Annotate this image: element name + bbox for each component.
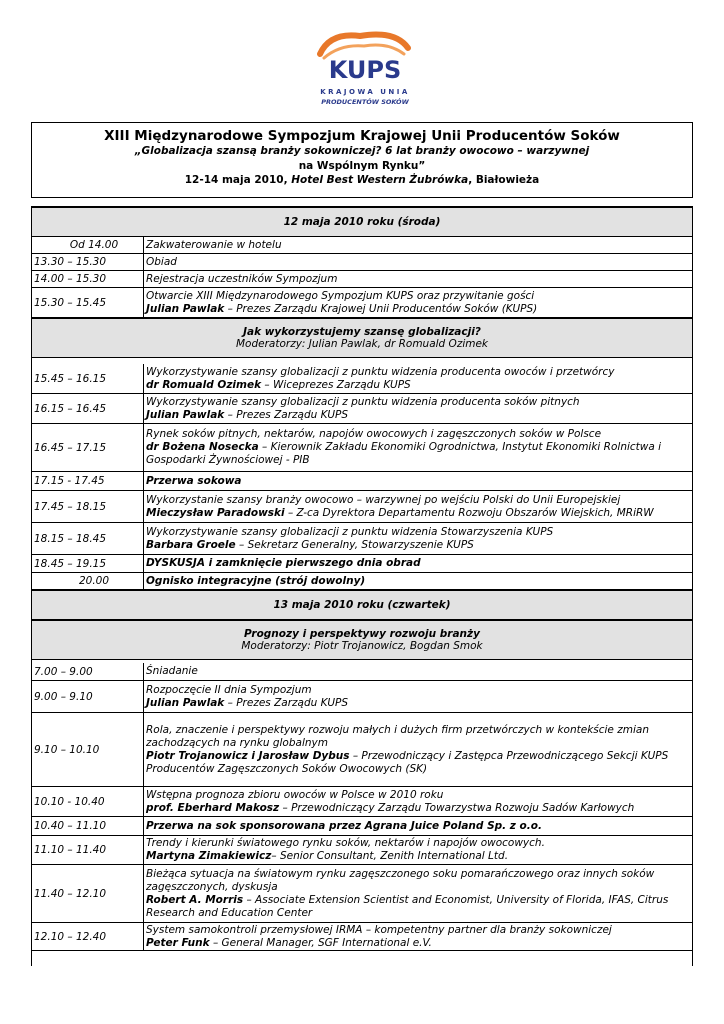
day1-session-header — [32, 318, 692, 358]
schedule-description — [143, 663, 690, 680]
speaker-role: – Kierownik Zakładu Ekonomiki Ogrodnictwa, Instytut Ekonomiki Rolnictwa i Gospodarki Żywnościowej - PIB — [146, 441, 662, 466]
schedule-row — [32, 681, 692, 713]
speaker-line — [146, 850, 690, 863]
schedule-description — [143, 491, 690, 522]
day1-session-header-moderators: Moderatorzy: Julian Pawlak, dr Romuald Ozimek — [235, 338, 489, 350]
schedule-time: 20.00 — [78, 575, 110, 587]
schedule-row — [32, 491, 692, 523]
schedule-description — [143, 254, 690, 270]
speaker-role: – Wiceprezes Zarządu KUPS — [261, 378, 411, 391]
topic-text: Wykorzystywanie szansy globalizacji z punktu widzenia Stowarzyszenia KUPS — [146, 525, 554, 538]
schedule-time: 17.45 – 18.15 — [34, 500, 107, 513]
topic-text: Rola, znaczenie i perspektywy rozwoju małych i dużych firm przetwórczych w kontekście zmian zachodzących na rynku globalnym — [146, 723, 649, 749]
schedule-row — [32, 836, 692, 865]
schedule-description — [143, 836, 690, 864]
symposium-title: XIII Międzynarodowe Sympozjum Krajowej Unii Producentów Soków — [104, 128, 620, 144]
schedule-row — [32, 472, 692, 491]
schedule-table — [31, 206, 693, 966]
schedule-description — [143, 817, 690, 835]
schedule-row — [32, 713, 692, 787]
topic-text: Wykorzystywanie szansy globalizacji z punktu widzenia producenta soków pitnych — [146, 395, 580, 408]
schedule-description — [143, 713, 690, 786]
schedule-row — [32, 271, 692, 288]
break-text: Przerwa sokowa — [146, 474, 242, 487]
schedule-time: 11.10 – 11.40 — [34, 844, 107, 856]
schedule-row — [32, 555, 692, 573]
topic-text: Śniadanie — [146, 665, 198, 677]
schedule-time: Od 14.00 — [69, 239, 119, 251]
kups-logo-graphic — [300, 28, 430, 112]
schedule-time: 7.00 – 9.00 — [34, 665, 93, 678]
schedule-time: 15.30 – 15.45 — [34, 296, 107, 309]
speaker-role: – Sekretarz Generalny, Stowarzyszenie KUPS — [235, 538, 474, 551]
schedule-time: 14.00 – 15.30 — [34, 273, 107, 285]
symposium-subtitle-1: „Globalizacja szansą branży sokowniczej? 6 lat branży owocowo – warzywnej — [134, 145, 590, 157]
speaker-role: – Z-ca Dyrektora Departamentu Rozwoju Obszarów Wiejskich, MRiRW — [284, 506, 654, 519]
speaker-line — [146, 441, 690, 467]
speaker-name: Julian Pawlak — [146, 302, 225, 315]
speaker-line — [146, 409, 690, 422]
topic-text: Zakwaterowanie w hotelu — [146, 238, 282, 251]
day2-header — [32, 590, 692, 620]
speaker-line — [146, 937, 690, 950]
schedule-description — [143, 923, 690, 950]
break-text: Przerwa na sok sponsorowana przez Agrana Juice Poland Sp. z o.o. — [146, 819, 542, 832]
logo-line2: PRODUCENTÓW SOKÓW — [321, 98, 409, 106]
speaker-name: Barbara Groele — [146, 538, 236, 551]
speaker-name: Robert A. Morris — [146, 893, 244, 906]
header-box — [31, 122, 693, 198]
schedule-description — [143, 681, 690, 712]
topic-text: Wykorzystywanie szansy globalizacji z punktu widzenia producenta owoców i przetwórcy — [146, 365, 615, 378]
symposium-venue: Hotel Best Western Żubrówka — [291, 173, 469, 186]
schedule-row — [32, 394, 692, 424]
schedule-row — [32, 424, 692, 472]
schedule-description — [143, 394, 690, 423]
schedule-description — [143, 787, 690, 816]
speaker-name: Martyna Zimakiewicz — [146, 850, 272, 862]
schedule-row — [32, 364, 692, 394]
speaker-name: Peter Funk — [146, 936, 210, 949]
schedule-time: 15.45 – 16.15 — [34, 372, 107, 385]
day1-session-header-title: Jak wykorzystujemy szansę globalizacji? — [243, 326, 481, 338]
speaker-role: – Associate Extension Scientist and Economist, University of Florida, IFAS, Citrus Research and Education Center — [146, 893, 669, 919]
schedule-row — [32, 817, 692, 836]
schedule-time: 16.45 – 17.15 — [34, 441, 107, 454]
logo-line1: KRAJOWA UNIA — [320, 88, 410, 96]
schedule-row — [32, 254, 692, 271]
speaker-role: – General Manager, SGF International e.V. — [209, 936, 432, 949]
speaker-role: – Przewodniczący Zarządu Towarzystwa Rozwoju Sadów Karłowych — [279, 801, 635, 814]
schedule-row — [32, 573, 692, 590]
schedule-time: 17.15 - 17.45 — [34, 475, 105, 487]
speaker-line — [146, 379, 690, 392]
symposium-subtitle-2: na Wspólnym Rynku” — [298, 159, 426, 172]
schedule-description — [143, 865, 690, 922]
symposium-city: , Białowieża — [468, 173, 540, 186]
kups-logo — [300, 28, 430, 112]
schedule-time: 10.10 - 10.40 — [34, 795, 105, 808]
schedule-description — [143, 288, 690, 317]
schedule-description — [143, 364, 690, 393]
speaker-name: Julian Pawlak — [146, 696, 225, 709]
topic-text: Rejestracja uczestników Sympozjum — [146, 272, 338, 285]
schedule-row — [32, 237, 692, 254]
day2-header-title: 13 maja 2010 roku (czwartek) — [273, 599, 451, 611]
topic-text: Wykorzystanie szansy branży owocowo – warzywnej po wejściu Polski do Unii Europejskiej — [146, 493, 621, 506]
topic-text: Otwarcie XIII Międzynarodowego Sympozjum KUPS oraz przywitanie gości — [146, 289, 535, 302]
schedule-time: 11.40 – 12.10 — [34, 887, 107, 900]
schedule-description — [143, 555, 690, 572]
topic-text: Obiad — [146, 255, 177, 268]
speaker-role: – Prezes Zarządu Krajowej Unii Producentów Soków (KUPS) — [224, 302, 538, 315]
speaker-name: prof. Eberhard Makosz — [146, 801, 280, 814]
speaker-line — [146, 507, 690, 520]
schedule-description — [143, 271, 690, 287]
speaker-line — [146, 697, 690, 710]
topic-text: Rynek soków pitnych, nektarów, napojów owocowych i zagęszczonych soków w Polsce — [146, 428, 602, 440]
speaker-line — [146, 802, 690, 815]
day1-header-title: 12 maja 2010 roku (środa) — [283, 216, 441, 228]
speaker-line — [146, 894, 690, 920]
day2-session-header-title: Prognozy i perspektywy rozwoju branży — [244, 628, 480, 640]
speaker-role: – Senior Consultant, Zenith International Ltd. — [271, 850, 509, 862]
break-text: Ognisko integracyjne (strój dowolny) — [146, 574, 366, 587]
schedule-row — [32, 923, 692, 951]
day2-session-header-moderators: Moderatorzy: Piotr Trojanowicz, Bogdan Smok — [241, 640, 483, 652]
schedule-time: 18.45 – 19.15 — [34, 557, 107, 570]
speaker-name: Piotr Trojanowicz i Jarosław Dybus — [146, 749, 350, 762]
schedule-time: 9.10 – 10.10 — [34, 743, 100, 756]
topic-text: System samokontroli przemysłowej IRMA – kompetentny partner dla branży sokowniczej — [146, 923, 612, 936]
schedule-time: 9.00 – 9.10 — [34, 690, 93, 703]
schedule-time: 10.40 – 11.10 — [34, 820, 107, 832]
schedule-description — [143, 472, 690, 490]
schedule-row — [32, 523, 692, 555]
day2-session-header — [32, 620, 692, 660]
speaker-role: – Przewodniczący i Zastępca Przewodniczącego Sekcji KUPS Producentów Zagęszczonych Soków Owocowych (SK) — [146, 749, 669, 775]
topic-text: Rozpoczęcie II dnia Sympozjum — [146, 683, 312, 696]
logo-name: KUPS — [328, 56, 402, 84]
speaker-name: Mieczysław Paradowski — [146, 506, 285, 519]
schedule-time: 13.30 – 15.30 — [34, 256, 107, 268]
schedule-time: 12.10 – 12.40 — [34, 930, 107, 943]
speaker-line — [146, 750, 690, 776]
topic-text: Wstępna prognoza zbioru owoców w Polsce w 2010 roku — [146, 788, 444, 801]
schedule-time: 18.15 – 18.45 — [34, 532, 107, 545]
topic-text: Trendy i kierunki światowego rynku soków, nektarów i napojów owocowych. — [146, 837, 545, 849]
schedule-row — [32, 288, 692, 318]
speaker-line — [146, 303, 690, 316]
schedule-time: 16.15 – 16.45 — [34, 402, 107, 415]
day1-header — [32, 207, 692, 237]
speaker-line — [146, 539, 690, 552]
symposium-date: 12-14 maja 2010, — [184, 173, 292, 186]
schedule-row — [32, 865, 692, 923]
schedule-description — [143, 424, 690, 471]
symposium-date-venue — [32, 173, 692, 187]
speaker-name: Julian Pawlak — [146, 408, 225, 421]
schedule-description — [143, 237, 690, 253]
schedule-description — [143, 523, 690, 554]
break-text: DYSKUSJA i zamknięcie pierwszego dnia obrad — [146, 557, 421, 569]
speaker-role: – Prezes Zarządu KUPS — [224, 696, 349, 709]
speaker-role: – Prezes Zarządu KUPS — [224, 408, 349, 421]
schedule-row — [32, 787, 692, 817]
schedule-description — [143, 573, 690, 589]
speaker-name: dr Bożena Nosecka — [146, 441, 259, 453]
speaker-name: dr Romuald Ozimek — [146, 378, 262, 391]
topic-text: Bieżąca sytuacja na światowym rynku zagęszczonego soku pomarańczowego oraz innych soków zagęszczonych, dyskusja — [146, 867, 655, 893]
schedule-row — [32, 663, 692, 681]
